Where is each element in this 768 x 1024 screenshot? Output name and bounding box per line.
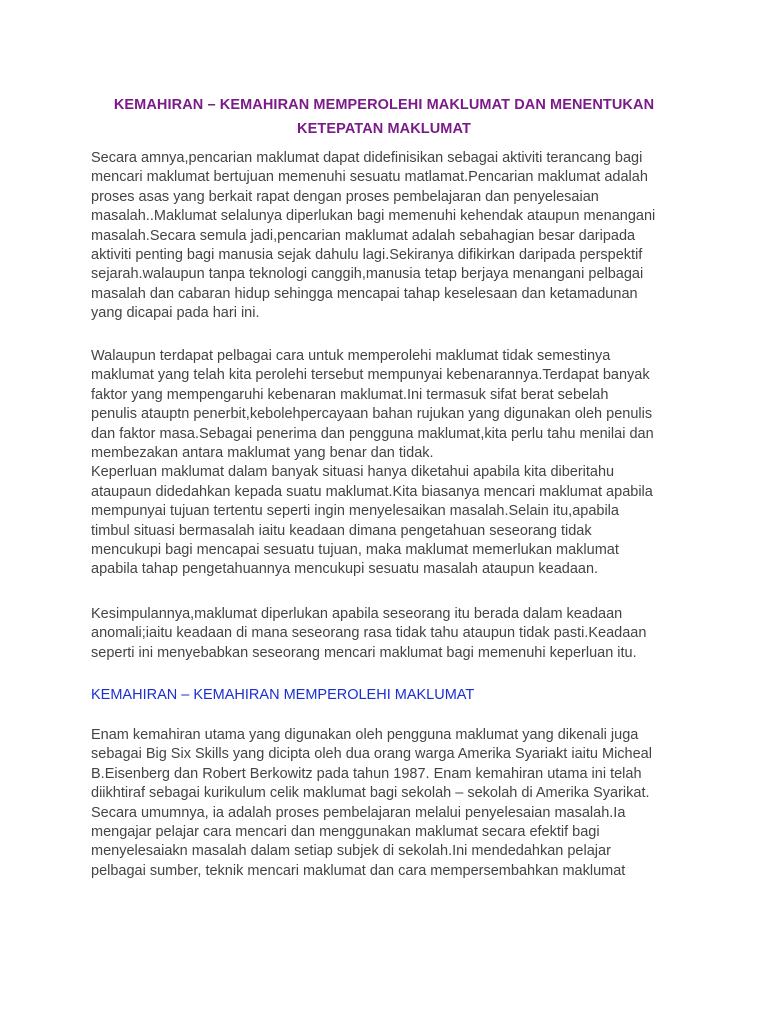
paragraph-line: Secara umumnya, ia adalah proses pembelajaran melalui penyelesaian masalah.Ia bbox=[91, 804, 626, 821]
title-line-2: KETEPATAN MAKLUMAT bbox=[297, 121, 471, 137]
paragraph-line: Secara amnya,pencarian maklumat dapat didefinisikan sebagai aktiviti terancang bagi bbox=[91, 150, 643, 166]
paragraph-line: proses asas yang berkait rapat dengan proses pembelajaran dan penyelesaian bbox=[91, 188, 599, 205]
paragraph-conclusion bbox=[91, 605, 691, 663]
paragraph-line: Walaupun terdapat pelbagai cara untuk memperolehi maklumat tidak semestinya bbox=[91, 348, 611, 364]
paragraph-line: membezakan antara maklumat yang benar dan tidak. bbox=[91, 445, 434, 462]
paragraph-line: mencari maklumat bertujuan memenuhi sesuatu matlamat.Pencarian maklumat adalah bbox=[91, 169, 648, 186]
paragraph-line: seperti ini menyebabkan seseorang mencari maklumat bagi memenuhi keperluan itu. bbox=[91, 644, 637, 661]
paragraph-line: diikhtiraf sebagai kurikulum celik maklumat bagi sekolah – sekolah di Amerika Syarikat. bbox=[91, 785, 650, 802]
paragraph-line: mempunyai tujuan tertentu seperti ingin menyelesaikan masalah.Selain itu,apabila bbox=[91, 503, 619, 520]
paragraph-line: ataupaun didedahkan kepada suatu maklumat.Kita biasanya mencari maklumat apabila bbox=[91, 483, 653, 500]
paragraph-line: maklumat yang telah kita perolehi tersebut mempunyai kebenarannya.Terdapat banyak bbox=[91, 367, 650, 384]
paragraph-line: apabila tahap pengetahuannya mencukupi sesuatu masalah ataupun keadaan. bbox=[91, 561, 599, 578]
paragraph-line: dan faktor masa.Sebagai penerima dan pengguna maklumat,kita perlu tahu menilai dan bbox=[91, 425, 654, 442]
paragraph-line: Keperluan maklumat dalam banyak situasi hanya diketahui apabila kita diberitahu bbox=[91, 464, 615, 481]
paragraph-line: aktiviti penting bagi manusia sejak dahulu lagi.Sekiranya difikirkan daripada perspektif bbox=[91, 247, 643, 264]
paragraph-line: timbul situasi bermasalah iaitu keadaan dimana pengetahuan seseorang tidak bbox=[91, 522, 592, 539]
paragraph-line: Enam kemahiran utama yang digunakan oleh pengguna maklumat yang dikenali juga bbox=[91, 727, 639, 743]
paragraph-line: sejarah.walaupun tanpa teknologi canggih,manusia tetap berjaya menangani pelbagai bbox=[91, 266, 644, 283]
paragraph-line: penulis atauptn penerbit,kebolehpercayaan bahan rujukan yang digunakan oleh penulis bbox=[91, 406, 653, 423]
paragraph-big-six bbox=[91, 726, 691, 881]
section-heading: KEMAHIRAN – KEMAHIRAN MEMPEROLEHI MAKLUMAT bbox=[91, 687, 475, 703]
paragraph-line: masalah dan cabaran hidup sehingga mencapai tahap keselesaan dan ketamadunan bbox=[91, 285, 638, 302]
paragraph-accuracy bbox=[91, 347, 691, 580]
paragraph-line: pelbagai sumber, teknik mencari maklumat dan cara mempersembahkan maklumat bbox=[91, 862, 626, 879]
paragraph-line: anomali;iaitu keadaan di mana seseorang rasa tidak tahu ataupun tidak pasti.Keadaan bbox=[91, 625, 647, 642]
paragraph-line: faktor yang mempengaruhi kebenaran maklumat.Ini termasuk sifat berat sebelah bbox=[91, 386, 609, 403]
paragraph-line: sebagai Big Six Skills yang dicipta oleh dua orang warga Amerika Syariakt iaitu Micheal bbox=[91, 746, 652, 763]
paragraph-line: mengajar pelajar cara mencari dan menggunakan maklumat secara efektif bagi bbox=[91, 824, 600, 841]
paragraph-line: masalah.Secara semula jadi,pencarian maklumat adalah sebahagian besar daripada bbox=[91, 227, 636, 244]
paragraph-line: mencukupi bagi mencapai sesuatu tujuan, maka maklumat memerlukan maklumat bbox=[91, 542, 619, 559]
paragraph-line: B.Eisenberg dan Robert Berkowitz pada tahun 1987. Enam kemahiran utama ini telah bbox=[91, 765, 642, 782]
paragraph-intro bbox=[91, 149, 691, 324]
paragraph-line: yang dicapai pada hari ini. bbox=[91, 305, 260, 322]
paragraph-line: menyelesaiakn masalah dalam setiap subjek di sekolah.Ini mendedahkan pelajar bbox=[91, 843, 611, 860]
paragraph-line: Kesimpulannya,maklumat diperlukan apabila seseorang itu berada dalam keadaan bbox=[91, 606, 623, 622]
paragraph-line: masalah..Maklumat selalunya diperlukan bagi memenuhi kehendak ataupun menangani bbox=[91, 208, 656, 225]
document-title bbox=[88, 93, 680, 141]
title-line-1: KEMAHIRAN – KEMAHIRAN MEMPEROLEHI MAKLUMAT DAN MENENTUKAN bbox=[113, 97, 655, 113]
